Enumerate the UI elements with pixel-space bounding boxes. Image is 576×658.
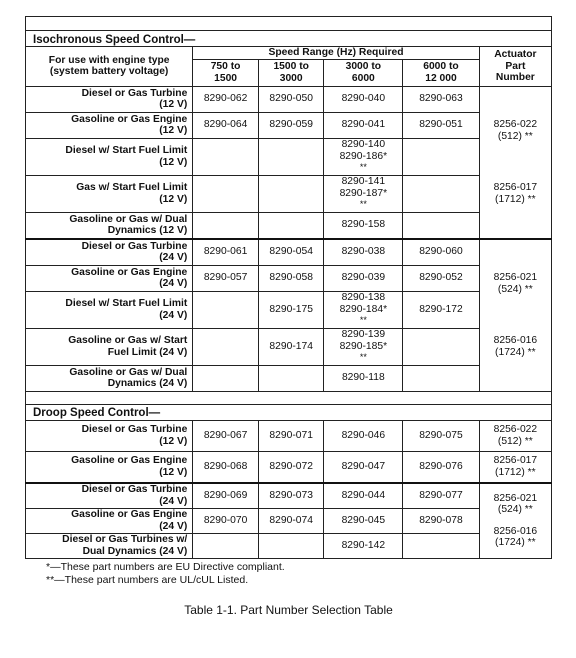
- actuator-part-number: [482, 335, 549, 358]
- part-number: 8290-059: [269, 119, 313, 131]
- part-number: **: [359, 352, 367, 363]
- part-number: 8290-051: [419, 119, 463, 131]
- part-number-cell: [258, 328, 324, 365]
- cell-line: Gasoline or Gas Engine: [71, 509, 188, 520]
- part-number: 8290-175: [269, 303, 313, 315]
- engine-type-cell: [26, 112, 193, 138]
- cell-line: Gasoline or Gas w/ Start: [68, 335, 188, 346]
- part-number-cell: [403, 533, 480, 558]
- speed-range-column-header: [403, 59, 480, 86]
- speed-range-column-header: [258, 59, 324, 86]
- engine-type-cell: [26, 175, 193, 212]
- part-number: 8290-172: [419, 303, 463, 315]
- part-number-cell: [258, 291, 324, 328]
- part-number-cell: [403, 86, 480, 112]
- actuator-part-number-cell: [479, 483, 551, 559]
- part-number-cell: [324, 451, 403, 483]
- cell-line: Number: [495, 72, 535, 83]
- part-number: 8290-069: [203, 489, 248, 501]
- part-number-cell: [193, 239, 259, 266]
- engine-type-cell: [26, 291, 193, 328]
- droop-section-title: Droop Speed Control—: [26, 404, 552, 420]
- cell-line: Dynamics (24 V): [107, 378, 188, 389]
- cell-line: (12 V): [159, 99, 188, 110]
- cell-line: (12 V): [159, 193, 188, 205]
- cell-line: 12 000: [425, 72, 457, 84]
- cell-line: Actuator: [494, 49, 537, 60]
- table-row: [26, 86, 552, 112]
- actuator-line: (1724) **: [495, 537, 536, 548]
- part-number-cell: [258, 451, 324, 483]
- part-number-cell: [193, 175, 259, 212]
- engine-type-header: [26, 47, 193, 87]
- cell-line: 750 to: [210, 61, 241, 72]
- table-row: [26, 533, 552, 558]
- part-number: 8290-062: [203, 93, 248, 105]
- footnotes: [25, 561, 552, 587]
- actuator-part-number-cell: [479, 451, 551, 483]
- actuator-line: 8256-017: [493, 182, 538, 193]
- part-number-cell: [403, 175, 480, 212]
- part-number-cell: [193, 328, 259, 365]
- cell-line: Gasoline or Gas Engine: [71, 266, 188, 278]
- part-number-cell: [193, 112, 259, 138]
- section-row: [26, 404, 552, 420]
- part-number-cell: [403, 291, 480, 328]
- engine-type-cell: [26, 483, 193, 509]
- top-spacer: [26, 17, 552, 31]
- part-number: 8290-044: [341, 489, 386, 501]
- part-number-cell: [193, 138, 259, 175]
- actuator-line: (512) **: [497, 435, 533, 447]
- cell-line: (24 V): [159, 278, 188, 289]
- actuator-line: 8256-016: [493, 525, 538, 537]
- cell-line: Dual Dynamics (24 V): [82, 545, 188, 557]
- cell-line: 3000 to: [345, 61, 382, 72]
- cell-line: Gasoline or Gas Engine: [71, 455, 188, 466]
- table-row: [26, 138, 552, 175]
- part-number: 8290-050: [269, 93, 313, 105]
- actuator-header: [479, 47, 551, 87]
- footnote-eu: *—These part numbers are EU Directive compliant.: [46, 560, 285, 573]
- part-number: 8290-078: [419, 514, 463, 526]
- part-number: 8290-142: [341, 539, 386, 551]
- table-row: [26, 451, 552, 483]
- header-row: [26, 47, 552, 60]
- part-number-cell: [324, 533, 403, 558]
- part-number-cell: [193, 508, 259, 533]
- part-number-cell: [324, 365, 403, 391]
- part-number: 8290-118: [341, 372, 385, 384]
- part-number-cell: [324, 483, 403, 509]
- actuator-part-number: [482, 272, 549, 295]
- actuator-line: 8256-021: [493, 492, 538, 504]
- cell-line: 6000 to: [423, 61, 459, 72]
- actuator-part-number: [482, 526, 549, 549]
- part-number: 8290-057: [203, 272, 248, 284]
- part-number-cell: [324, 508, 403, 533]
- part-number: 8290-047: [341, 460, 386, 472]
- table-row: [26, 265, 552, 291]
- part-number: 8290-061: [203, 246, 248, 258]
- actuator-line: (1712) **: [495, 193, 536, 205]
- part-number-cell: [403, 365, 480, 391]
- table-row: [26, 212, 552, 239]
- part-number: 8290-038: [341, 246, 386, 258]
- speed-range-column-header: [193, 59, 259, 86]
- part-number-table-figure: [25, 16, 552, 617]
- actuator-line: 8256-021: [493, 272, 538, 283]
- cell-line: Diesel or Gas Turbine: [81, 484, 188, 495]
- part-number-table: [25, 16, 552, 559]
- cell-line: 6000: [351, 72, 375, 84]
- part-number-cell: [324, 175, 403, 212]
- actuator-part-number-cell: [479, 86, 551, 239]
- engine-type-cell: [26, 533, 193, 558]
- actuator-part-number: [482, 182, 549, 205]
- actuator-line: 8256-017: [493, 455, 538, 466]
- cell-line: Gas w/ Start Fuel Limit: [76, 182, 188, 193]
- part-number: 8290-046: [341, 429, 386, 441]
- part-number: **: [359, 315, 367, 326]
- cell-line: (12 V): [159, 125, 188, 136]
- cell-line: Gasoline or Gas w/ Dual: [69, 213, 188, 225]
- part-number: 8290-040: [341, 93, 386, 105]
- part-number-cell: [403, 265, 480, 291]
- part-number: 8290-073: [269, 489, 313, 501]
- engine-type-cell: [26, 265, 193, 291]
- part-number-cell: [324, 112, 403, 138]
- part-number-cell: [324, 328, 403, 365]
- part-number-cell: [403, 483, 480, 509]
- part-number: 8290-068: [203, 460, 248, 472]
- part-number: **: [359, 199, 367, 210]
- part-number: 8290-138: [341, 292, 386, 304]
- part-number: 8290-187*: [339, 187, 388, 199]
- part-number: 8290-184*: [339, 303, 388, 315]
- part-number: 8290-070: [203, 514, 248, 526]
- actuator-line: (512) **: [497, 130, 533, 142]
- part-number: 8290-077: [419, 489, 463, 501]
- part-number: 8290-067: [203, 429, 248, 441]
- part-number: 8290-139: [341, 329, 386, 341]
- part-number-cell: [258, 365, 324, 391]
- cell-line: (12 V): [159, 156, 188, 168]
- actuator-line: 8256-022: [493, 424, 538, 435]
- cell-line: (24 V): [159, 309, 188, 321]
- actuator-line: (524) **: [497, 283, 533, 295]
- part-number: 8290-075: [419, 429, 463, 441]
- section-spacer: [26, 391, 552, 404]
- actuator-part-number-cell: [479, 239, 551, 392]
- engine-type-cell: [26, 239, 193, 266]
- part-number-cell: [258, 420, 324, 451]
- part-number-cell: [403, 328, 480, 365]
- cell-line: Gasoline or Gas w/ Dual: [69, 366, 188, 378]
- speed-range-header: Speed Range (Hz) Required: [193, 47, 479, 60]
- part-number-cell: [403, 508, 480, 533]
- table-row: [26, 239, 552, 266]
- part-number: 8290-054: [269, 246, 313, 258]
- engine-type-cell: [26, 451, 193, 483]
- part-number: 8290-185*: [339, 340, 388, 352]
- part-number: 8290-041: [341, 119, 386, 131]
- cell-line: 1500: [214, 72, 238, 84]
- cell-line: Diesel or Gas Turbines w/: [62, 534, 188, 545]
- speed-range-column-header: [324, 59, 403, 86]
- part-number-cell: [403, 451, 480, 483]
- cell-line: Diesel or Gas Turbine: [81, 424, 188, 435]
- part-number-cell: [258, 239, 324, 266]
- table-row: [26, 483, 552, 509]
- part-number-cell: [193, 451, 259, 483]
- part-number-cell: [258, 86, 324, 112]
- part-number-cell: [403, 138, 480, 175]
- actuator-part-number: [482, 119, 549, 142]
- engine-type-cell: [26, 508, 193, 533]
- part-number: 8290-072: [269, 460, 313, 472]
- part-number-cell: [193, 533, 259, 558]
- table-top-row: [26, 17, 552, 31]
- part-number: 8290-060: [419, 246, 463, 258]
- actuator-part-number: [482, 493, 549, 516]
- part-number: 8290-039: [341, 272, 386, 284]
- part-number-cell: [403, 112, 480, 138]
- engine-type-cell: [26, 212, 193, 239]
- part-number-cell: [193, 212, 259, 239]
- part-number: 8290-074: [269, 514, 313, 526]
- actuator-line: 8256-022: [493, 119, 538, 130]
- table-row: [26, 420, 552, 451]
- table-row: [26, 112, 552, 138]
- part-number: 8290-071: [269, 429, 313, 441]
- section-gap-row: [26, 391, 552, 404]
- part-number-cell: [193, 483, 259, 509]
- part-number: **: [359, 162, 367, 173]
- cell-line: (system battery voltage): [49, 66, 169, 78]
- cell-line: Gasoline or Gas Engine: [71, 113, 188, 125]
- actuator-line: (1712) **: [495, 466, 536, 478]
- cell-line: (24 V): [159, 495, 188, 507]
- part-number-cell: [258, 483, 324, 509]
- cell-line: Diesel or Gas Turbine: [81, 240, 188, 252]
- table-row: [26, 175, 552, 212]
- part-number: 8290-174: [269, 340, 313, 352]
- part-number-cell: [193, 86, 259, 112]
- cell-line: 1500 to: [273, 61, 309, 72]
- cell-line: Fuel Limit (24 V): [107, 346, 188, 358]
- part-number: 8290-058: [269, 272, 313, 284]
- part-number-cell: [403, 239, 480, 266]
- cell-line: (24 V): [159, 520, 188, 532]
- part-number: 8290-141: [341, 176, 386, 188]
- part-number-cell: [324, 212, 403, 239]
- cell-line: For use with engine type: [48, 54, 170, 66]
- part-number: 8290-052: [419, 272, 463, 284]
- engine-type-cell: [26, 138, 193, 175]
- cell-line: (12 V): [159, 435, 188, 447]
- part-number-cell: [258, 265, 324, 291]
- part-number-cell: [403, 212, 480, 239]
- footnote-ul: **—These part numbers are UL/cUL Listed.: [46, 573, 249, 586]
- part-number-cell: [258, 138, 324, 175]
- cell-line: (24 V): [159, 252, 188, 263]
- cell-line: Diesel or Gas Turbine: [81, 87, 188, 99]
- part-number-cell: [258, 112, 324, 138]
- iso-section-title: Isochronous Speed Control—: [26, 31, 552, 47]
- part-number-cell: [193, 265, 259, 291]
- part-number: 8290-140: [341, 139, 386, 151]
- actuator-line: (1724) **: [495, 346, 536, 358]
- part-number-cell: [258, 508, 324, 533]
- part-number: 8290-186*: [339, 150, 388, 162]
- cell-line: Diesel w/ Start Fuel Limit: [65, 145, 188, 156]
- cell-line: 3000: [279, 72, 303, 84]
- cell-line: Diesel w/ Start Fuel Limit: [65, 298, 188, 309]
- part-number-cell: [258, 175, 324, 212]
- part-number-cell: [324, 291, 403, 328]
- part-number: 8290-158: [341, 219, 386, 231]
- table-caption: Table 1-1. Part Number Selection Table: [184, 602, 393, 617]
- part-number-cell: [403, 420, 480, 451]
- part-number: 8290-063: [419, 93, 463, 105]
- table-row: [26, 291, 552, 328]
- part-number-cell: [258, 533, 324, 558]
- actuator-line: (524) **: [497, 504, 533, 515]
- engine-type-cell: [26, 420, 193, 451]
- section-row: [26, 31, 552, 47]
- part-number: 8290-045: [341, 514, 386, 526]
- engine-type-cell: [26, 328, 193, 365]
- actuator-part-number-cell: [479, 420, 551, 451]
- cell-line: Part: [505, 60, 526, 72]
- part-number-cell: [324, 420, 403, 451]
- engine-type-cell: [26, 86, 193, 112]
- actuator-line: 8256-016: [493, 335, 538, 346]
- part-number-cell: [324, 138, 403, 175]
- part-number-cell: [324, 86, 403, 112]
- part-number-cell: [324, 265, 403, 291]
- part-number-cell: [324, 239, 403, 266]
- engine-type-cell: [26, 365, 193, 391]
- part-number-cell: [193, 291, 259, 328]
- part-number: 8290-064: [203, 119, 248, 131]
- part-number-cell: [258, 212, 324, 239]
- table-row: [26, 508, 552, 533]
- cell-line: (12 V): [159, 466, 188, 478]
- part-number: 8290-076: [419, 460, 463, 472]
- part-number-cell: [193, 420, 259, 451]
- table-row: [26, 365, 552, 391]
- table-row: [26, 328, 552, 365]
- cell-line: Dynamics (12 V): [107, 225, 188, 236]
- part-number-cell: [193, 365, 259, 391]
